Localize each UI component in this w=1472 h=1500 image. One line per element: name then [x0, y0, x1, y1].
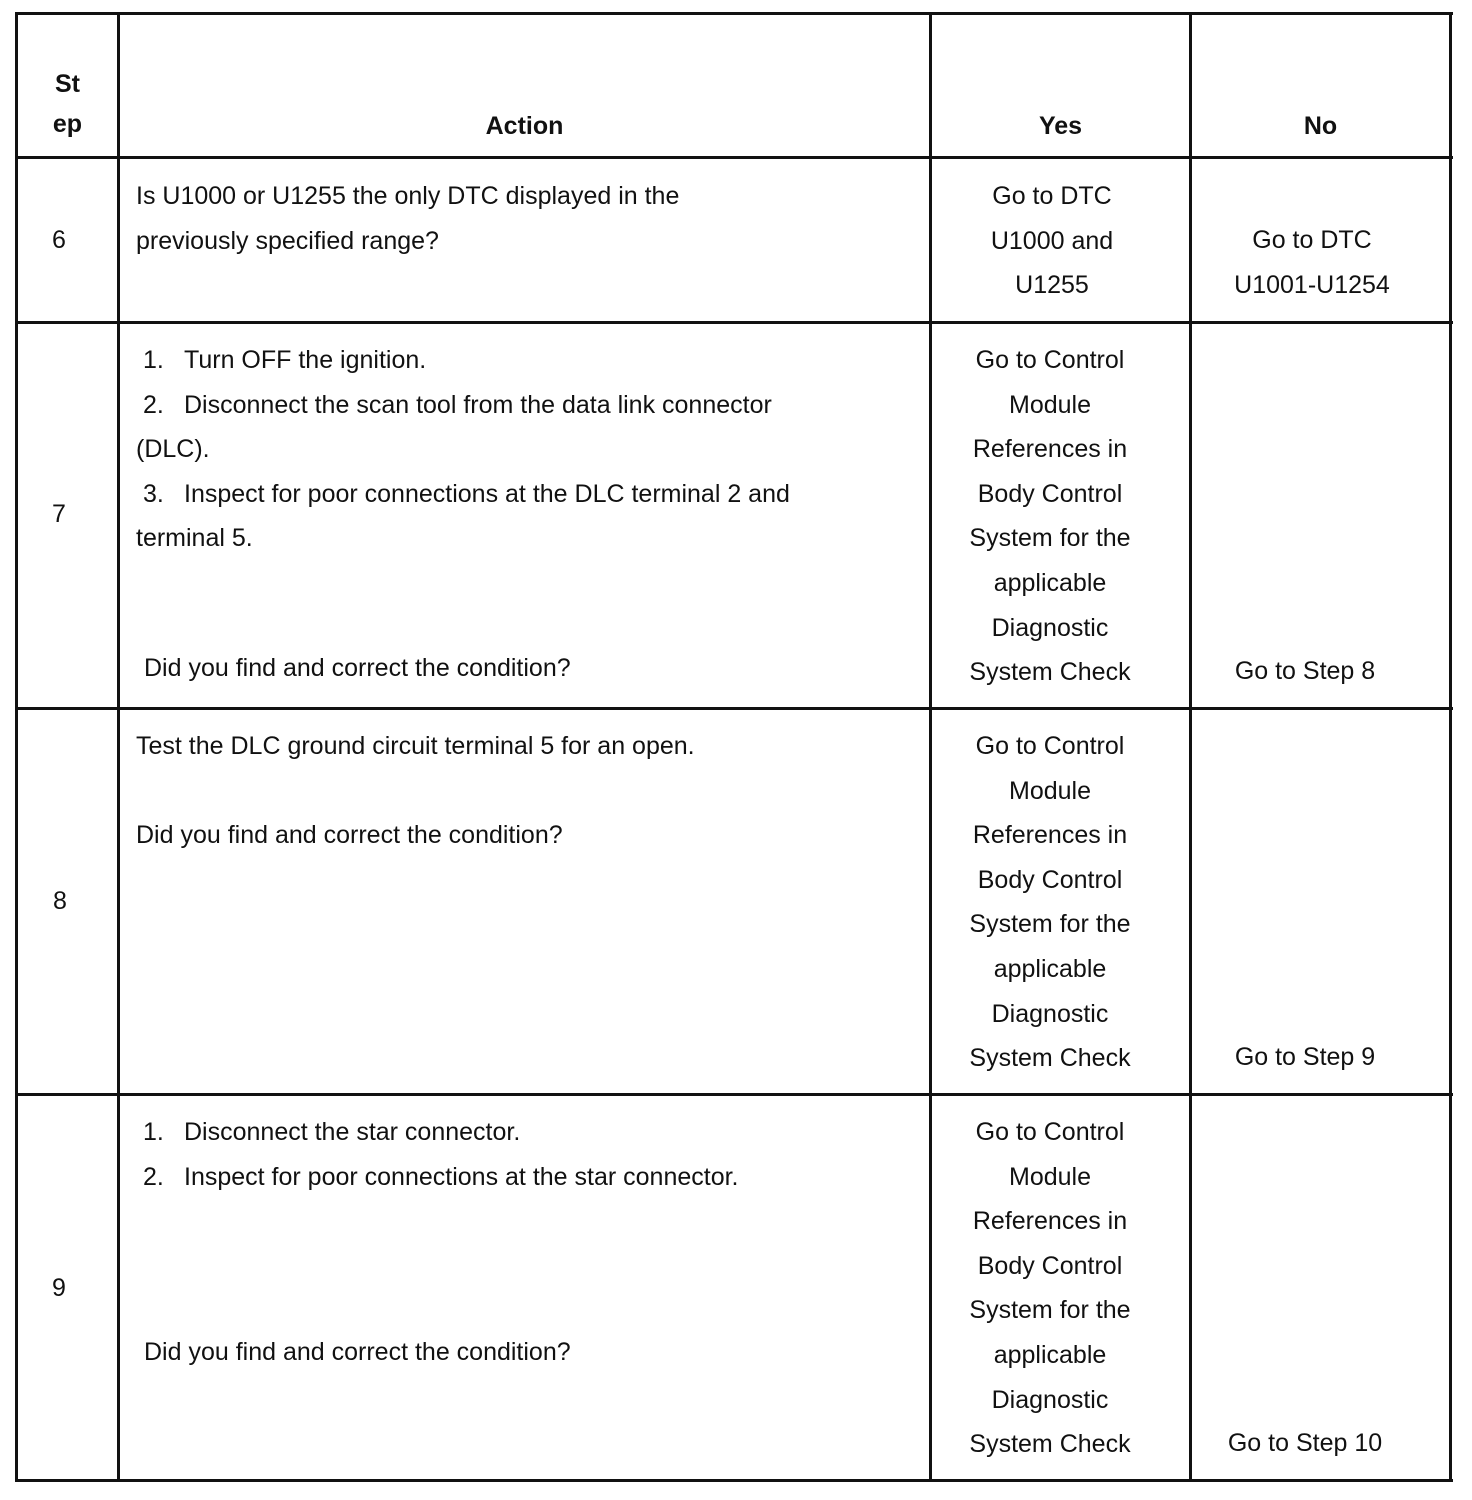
action-text: Test the DLC ground circuit terminal 5 for an open.: [136, 732, 695, 760]
step-number: 8: [53, 887, 67, 915]
action-list: [136, 338, 836, 561]
list-item: 1. Turn OFF the ignition.: [136, 346, 427, 374]
no-result: Go to Step 9: [1234, 1043, 1376, 1071]
list-item: 2. Disconnect the scan tool from the data link connector (DLC).: [136, 390, 772, 464]
header-divider: [15, 156, 1453, 159]
table-border-bottom: [15, 1479, 1453, 1482]
yes-result: Go to DTC U1000 and U1255: [990, 182, 1114, 300]
column-divider: [929, 12, 932, 1482]
no-result: Go to Step 10: [1227, 1429, 1383, 1457]
column-divider: [117, 12, 120, 1482]
row-divider: [15, 321, 1453, 324]
header-action: Action: [485, 112, 564, 140]
list-item: 1. Disconnect the star connector.: [136, 1118, 521, 1146]
question-text: Did you find and correct the condition?: [144, 1338, 571, 1366]
column-divider: [1189, 12, 1192, 1482]
no-result: Go to DTC U1001-U1254: [1234, 226, 1390, 299]
list-item: 3. Inspect for poor connections at the DLC terminal 2 and terminal 5.: [136, 479, 790, 553]
yes-result: Go to Control Module References in Body Control System for the applicable Diagnostic System Check: [969, 346, 1131, 687]
header-step: St ep: [52, 70, 83, 138]
question-text: Did you find and correct the condition?: [136, 821, 563, 849]
table-border-right: [1449, 12, 1452, 1482]
action-list: [136, 1110, 926, 1199]
question-text: Did you find and correct the condition?: [144, 654, 571, 682]
step-number: 7: [52, 500, 66, 528]
yes-result: Go to Control Module References in Body Control System for the applicable Diagnostic System Check: [969, 732, 1131, 1073]
yes-result: Go to Control Module References in Body Control System for the applicable Diagnostic System Check: [969, 1118, 1131, 1459]
list-item: 2. Inspect for poor connections at the star connector.: [136, 1162, 739, 1191]
row-divider: [15, 1093, 1453, 1096]
row-divider: [15, 707, 1453, 710]
step-number: 6: [52, 226, 66, 254]
step-number: 9: [52, 1274, 66, 1302]
header-no: No: [1303, 112, 1338, 140]
action-text: Is U1000 or U1255 the only DTC displayed in the previously specified range?: [136, 182, 680, 255]
no-result: Go to Step 8: [1234, 657, 1376, 685]
table-border-top: [15, 12, 1453, 15]
header-yes: Yes: [1038, 112, 1083, 140]
